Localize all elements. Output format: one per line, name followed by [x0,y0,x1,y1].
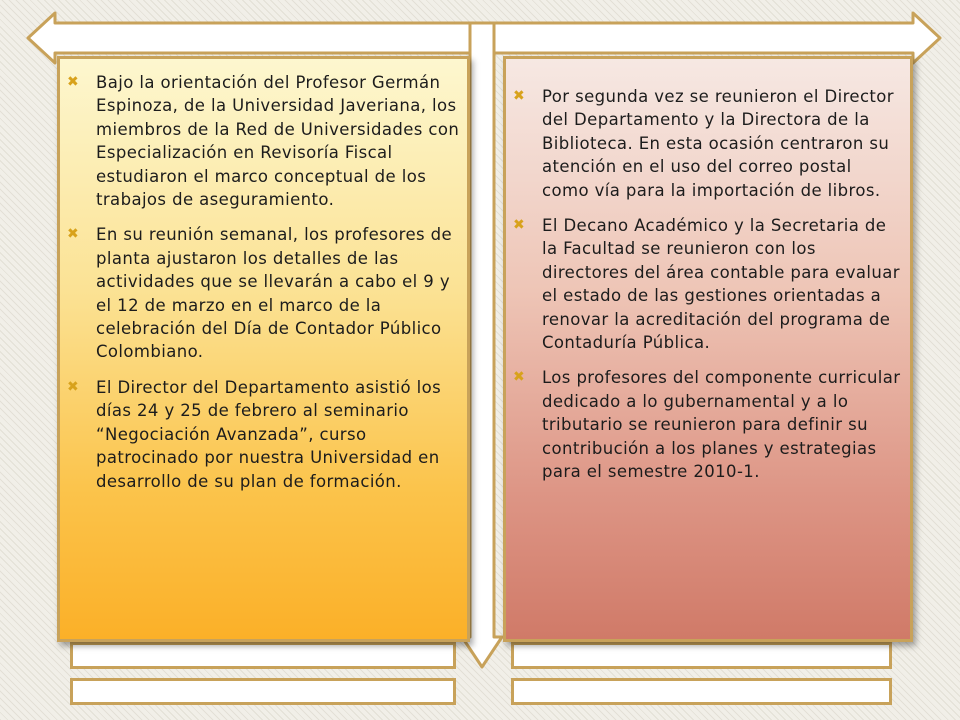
x-bullet-icon: ✖ [513,88,526,104]
left-bullet-item [64,376,461,493]
left-bullet-list [60,59,467,493]
right-bullet-text: Por segunda vez se reunieron el Director del Departamento y la Directora de la Biblioteca. En esta ocasión centraron su atención en el uso del correo postal como vía para la importación de libros. [542,87,894,200]
left-text-panel [57,56,470,642]
right-bullet-item [510,85,904,202]
right-bullet-text: El Decano Académico y la Secretaria de la Facultad se reunieron con los directores del área contable para evaluar el estado de las gestiones orientadas a renovar la acreditación del programa de Contaduría Pública. [542,216,900,353]
right-bullet-item [510,214,904,354]
x-bullet-icon: ✖ [67,226,80,243]
bottom-box-left-2 [70,678,456,705]
bottom-box-right-1 [511,642,892,669]
left-bullet-text: En su reunión semanal, los profesores de planta ajustaron los detalles de las actividades que se llevarán a cabo el 9 y el 12 de marzo en el marco de la celebración del Día de Contador Público Colombiano. [96,225,453,362]
right-bullet-list [506,59,910,484]
right-bullet-text: Los profesores del componente curricular dedicado a lo gubernamental y a lo tributario se reunieron para definir su contribución a los planes y estrategias para el semestre 2010-1. [542,368,901,482]
left-bullet-item [64,223,461,363]
right-bullet-item [510,366,904,483]
bottom-box-right-2 [511,678,892,705]
left-bullet-text: Bajo la orientación del Profesor Germán Espinoza, de la Universidad Javeriana, los miembros de la Red de Universidades con Especialización en Revisoría Fiscal estudiaron el marco conceptual de los trabajos de aseguramiento. [96,73,460,210]
bottom-box-left-1 [70,642,456,669]
x-bullet-icon: ✖ [67,74,80,90]
left-bullet-item [64,71,461,211]
x-bullet-icon: ✖ [513,217,526,234]
left-bullet-text: El Director del Departamento asistió los días 24 y 25 de febrero al seminario “Negociación Avanzada”, curso patrocinado por nuestra Universidad en desarrollo de su plan de formación. [96,377,442,491]
right-text-panel [503,56,913,642]
x-bullet-icon: ✖ [513,369,526,386]
x-bullet-icon: ✖ [67,378,80,395]
